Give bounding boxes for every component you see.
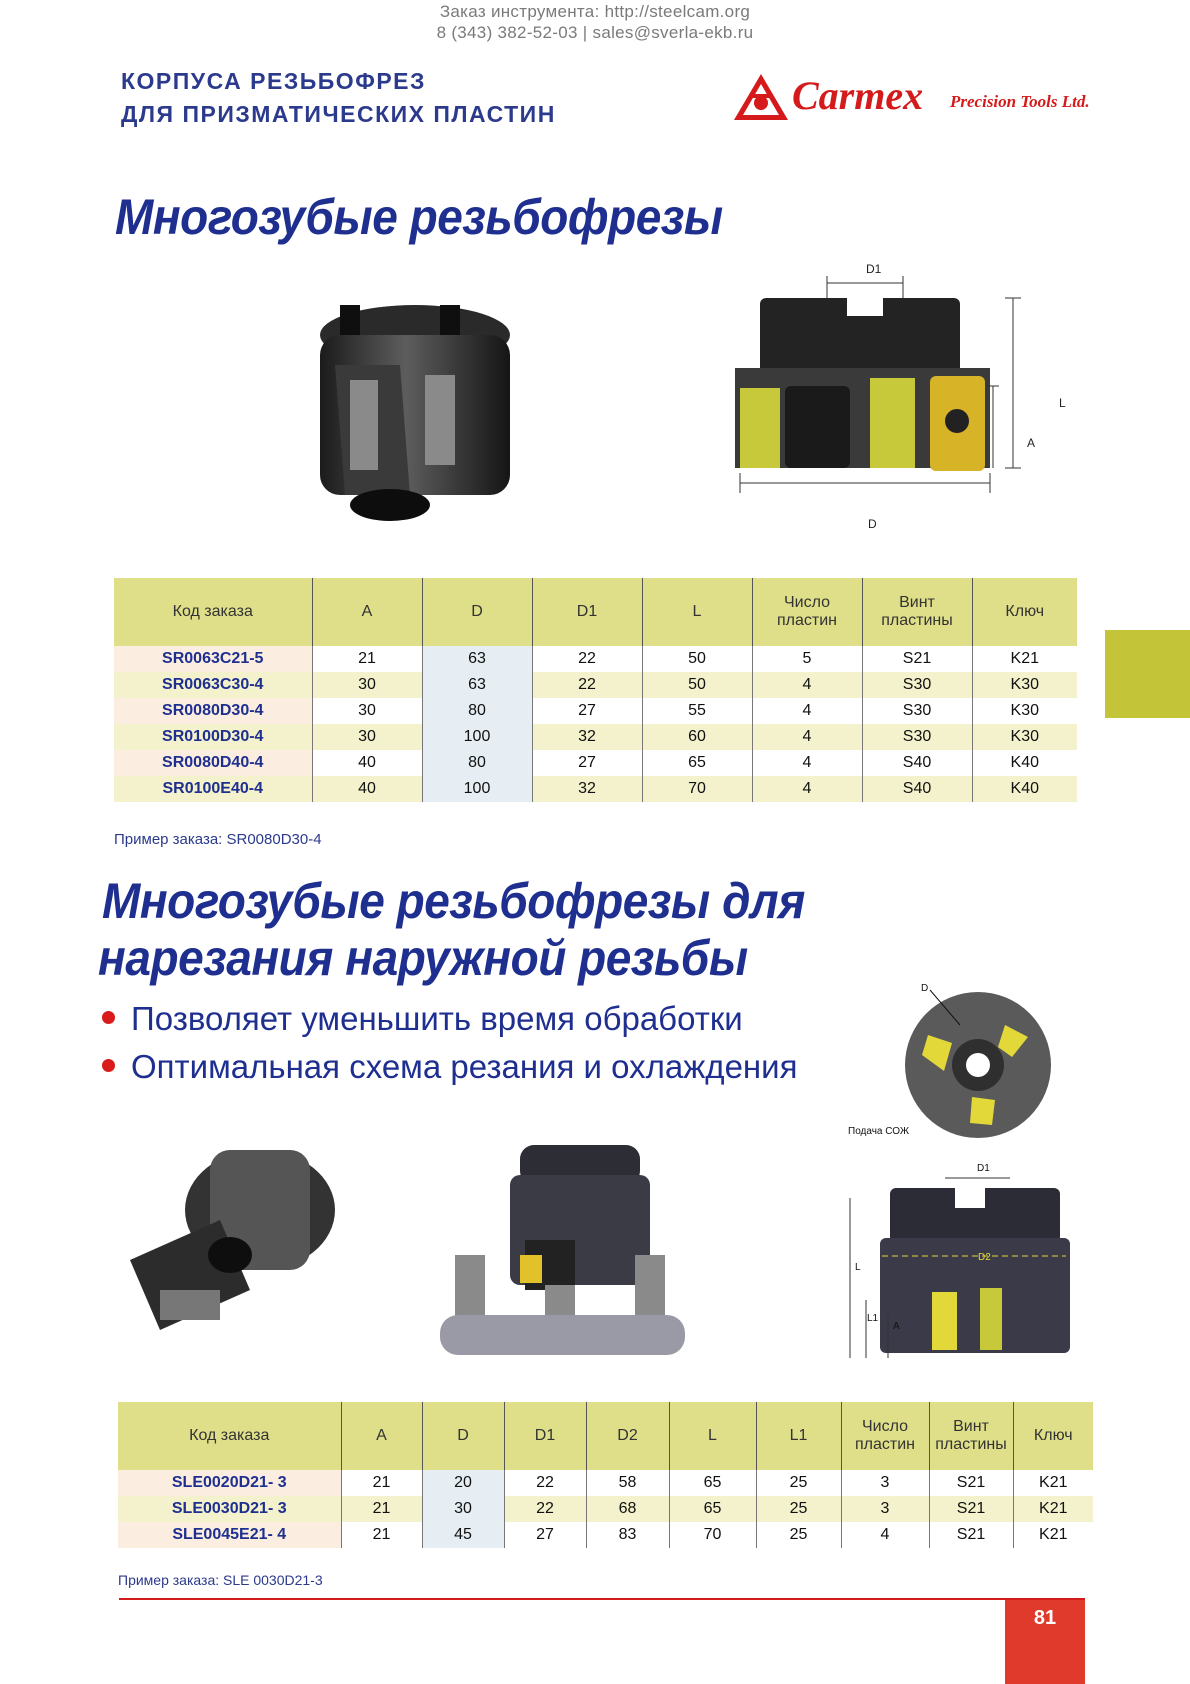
table-cell: K40 — [972, 776, 1077, 802]
table-cell: K30 — [972, 698, 1077, 724]
table-cell: 20 — [422, 1470, 504, 1496]
table2-header-order-code: Код заказа — [118, 1402, 341, 1470]
feature-bullet-2 — [102, 1048, 797, 1086]
carmex-emblem-icon — [732, 72, 790, 122]
logo-subtitle: Precision Tools Ltd. — [950, 92, 1090, 111]
carmex-logo — [732, 70, 1090, 130]
table-row — [114, 646, 1077, 672]
table-cell: S21 — [929, 1470, 1013, 1496]
table-cell: 68 — [586, 1496, 669, 1522]
table-cell: 4 — [752, 750, 862, 776]
table-cell: K30 — [972, 724, 1077, 750]
table-cell: 63 — [422, 672, 532, 698]
side-section-tab — [1105, 630, 1190, 718]
table-row — [114, 672, 1077, 698]
table-cell: S21 — [929, 1496, 1013, 1522]
table1-header-d1: D1 — [532, 578, 642, 646]
table-cell: 4 — [752, 698, 862, 724]
table-cell: 50 — [642, 672, 752, 698]
cutter-in-operation-photo — [440, 1145, 690, 1360]
table-cell: S40 — [862, 776, 972, 802]
footer-divider — [119, 1598, 1085, 1600]
table-cell: 30 — [312, 724, 422, 750]
table-cell: 70 — [669, 1522, 756, 1548]
table-cell: 40 — [312, 750, 422, 776]
dim-label-a: A — [1027, 436, 1036, 450]
table-cell: 100 — [422, 724, 532, 750]
table-cell: 21 — [341, 1496, 422, 1522]
table2-header-screw: Винт пластины — [929, 1402, 1013, 1470]
order-contact-line: Заказ инструмента: http://steelcam.org — [439, 2, 751, 21]
table-row — [118, 1470, 1093, 1496]
table-cell: 30 — [422, 1496, 504, 1522]
table-cell: 27 — [504, 1522, 586, 1548]
table1-header-l: L — [642, 578, 752, 646]
feature-bullet-text: Позволяет уменьшить время обработки — [131, 1000, 743, 1037]
table-cell: 63 — [422, 646, 532, 672]
cutter-dimension-diagram — [735, 258, 1095, 543]
order-code-cell: SR0080D30-4 — [114, 698, 312, 724]
table-cell: K21 — [1013, 1470, 1093, 1496]
table-cell: 4 — [841, 1522, 929, 1548]
heading-multi-tooth-cutters: Многозубые резьбофрезы — [115, 189, 723, 245]
spec-table-2 — [118, 1402, 1093, 1548]
table-cell: S30 — [862, 724, 972, 750]
bullet-dot-icon — [102, 1059, 115, 1072]
table-cell: 65 — [642, 750, 752, 776]
order-code-cell: SLE0020D21- 3 — [118, 1470, 341, 1496]
table-row — [118, 1522, 1093, 1548]
table-cell: 5 — [752, 646, 862, 672]
feature-bullet-text: Оптимальная схема резания и охлаждения — [131, 1048, 798, 1085]
table2-header-a: A — [341, 1402, 422, 1470]
dim-label-ext-l1: L1 — [867, 1313, 879, 1324]
dim-label-disc-d: D — [921, 983, 929, 994]
table-cell: 22 — [532, 672, 642, 698]
page-number: 81 — [1005, 1600, 1085, 1684]
table-cell: 65 — [669, 1470, 756, 1496]
table1-header-key: Ключ — [972, 578, 1077, 646]
table2-header-row — [118, 1402, 1093, 1470]
table-cell: 45 — [422, 1522, 504, 1548]
table1-header-a: A — [312, 578, 422, 646]
table-cell: 55 — [642, 698, 752, 724]
table-cell: 30 — [312, 698, 422, 724]
table-cell: 3 — [841, 1496, 929, 1522]
table-cell: S30 — [862, 698, 972, 724]
table2-header-d2: D2 — [586, 1402, 669, 1470]
table-cell: S21 — [929, 1522, 1013, 1548]
table2-header-d: D — [422, 1402, 504, 1470]
table-row — [114, 724, 1077, 750]
table1-header-d: D — [422, 578, 532, 646]
table2-header-inserts: Число пластин — [841, 1402, 929, 1470]
external-cutter-dimension-diagram — [840, 1160, 1080, 1360]
table-cell: 50 — [642, 646, 752, 672]
table-cell: 60 — [642, 724, 752, 750]
table-cell: K21 — [1013, 1496, 1093, 1522]
dim-label-ext-l: L — [855, 1262, 861, 1273]
table-cell: 80 — [422, 698, 532, 724]
dim-label-l: L — [1059, 396, 1066, 410]
table1-header-order-code: Код заказа — [114, 578, 312, 646]
table-cell: 80 — [422, 750, 532, 776]
order-code-cell: SLE0030D21- 3 — [118, 1496, 341, 1522]
order-code-cell: SR0100D30-4 — [114, 724, 312, 750]
order-example-1: Пример заказа: SR0080D30-4 — [114, 831, 322, 848]
table-cell: 4 — [752, 724, 862, 750]
table-cell: 32 — [532, 776, 642, 802]
table-cell: 25 — [756, 1522, 841, 1548]
table-cell: 21 — [312, 646, 422, 672]
table-cell: 22 — [504, 1470, 586, 1496]
order-example-2: Пример заказа: SLE 0030D21-3 — [118, 1572, 323, 1588]
table-cell: K21 — [972, 646, 1077, 672]
table1-header-row — [114, 578, 1077, 646]
feature-bullet-1 — [102, 1000, 743, 1038]
table2-header-l1: L1 — [756, 1402, 841, 1470]
table-cell: 58 — [586, 1470, 669, 1496]
coolant-supply-label: Подача СОЖ — [848, 1126, 910, 1137]
table-cell: K21 — [1013, 1522, 1093, 1548]
table-cell: S40 — [862, 750, 972, 776]
heading-external-thread-line2: нарезания наружной резьбы — [98, 930, 748, 986]
table-row — [118, 1496, 1093, 1522]
dim-label-ext-a: A — [893, 1321, 900, 1332]
table-cell: 30 — [312, 672, 422, 698]
heading-external-thread-line1: Многозубые резьбофрезы для — [102, 873, 805, 929]
logo-name: Carmex — [792, 73, 924, 118]
order-code-cell: SR0080D40-4 — [114, 750, 312, 776]
table-cell: 22 — [504, 1496, 586, 1522]
table-cell: 83 — [586, 1522, 669, 1548]
table-cell: 27 — [532, 750, 642, 776]
table-cell: 32 — [532, 724, 642, 750]
table1-header-screw: Винт пластины — [862, 578, 972, 646]
table-cell: K30 — [972, 672, 1077, 698]
table-cell: 25 — [756, 1496, 841, 1522]
cutter-photo-1 — [290, 295, 535, 545]
table-cell: 4 — [752, 776, 862, 802]
dim-label-d: D — [868, 517, 877, 531]
dim-label-d1: D1 — [866, 262, 882, 276]
table-cell: 25 — [756, 1470, 841, 1496]
table-cell: K40 — [972, 750, 1077, 776]
dim-label-ext-d1: D1 — [977, 1163, 990, 1174]
table-cell: 65 — [669, 1496, 756, 1522]
bullet-dot-icon — [102, 1011, 115, 1024]
order-code-cell: SR0063C21-5 — [114, 646, 312, 672]
table2-header-l: L — [669, 1402, 756, 1470]
table2-header-key: Ключ — [1013, 1402, 1093, 1470]
dim-label-ext-d2: D2 — [978, 1252, 991, 1263]
cutter-photo-2 — [120, 1140, 340, 1345]
table-cell: 4 — [752, 672, 862, 698]
table-row — [114, 776, 1077, 802]
phone-email-line: 8 (343) 382-52-03 | sales@sverla-ekb.ru — [436, 23, 754, 42]
table2-header-d1: D1 — [504, 1402, 586, 1470]
order-code-cell: SR0100E40-4 — [114, 776, 312, 802]
table-cell: 70 — [642, 776, 752, 802]
table1-header-inserts: Число пластин — [752, 578, 862, 646]
table-cell: 100 — [422, 776, 532, 802]
table-cell: 3 — [841, 1470, 929, 1496]
section-title-line2: ДЛЯ ПРИЗМАТИЧЕСКИХ ПЛАСТИН — [121, 101, 556, 127]
cutter-top-view-diagram — [900, 985, 1075, 1155]
table-cell: 21 — [341, 1470, 422, 1496]
table-row — [114, 698, 1077, 724]
table-cell: S30 — [862, 672, 972, 698]
spec-table-1 — [114, 578, 1077, 802]
table-cell: 40 — [312, 776, 422, 802]
order-code-cell: SR0063C30-4 — [114, 672, 312, 698]
table-cell: 21 — [341, 1522, 422, 1548]
order-code-cell: SLE0045E21- 4 — [118, 1522, 341, 1548]
table-row — [114, 750, 1077, 776]
section-title-line1: КОРПУСА РЕЗЬБОФРЕЗ — [121, 68, 426, 94]
table-cell: 22 — [532, 646, 642, 672]
table-cell: 27 — [532, 698, 642, 724]
table-cell: S21 — [862, 646, 972, 672]
